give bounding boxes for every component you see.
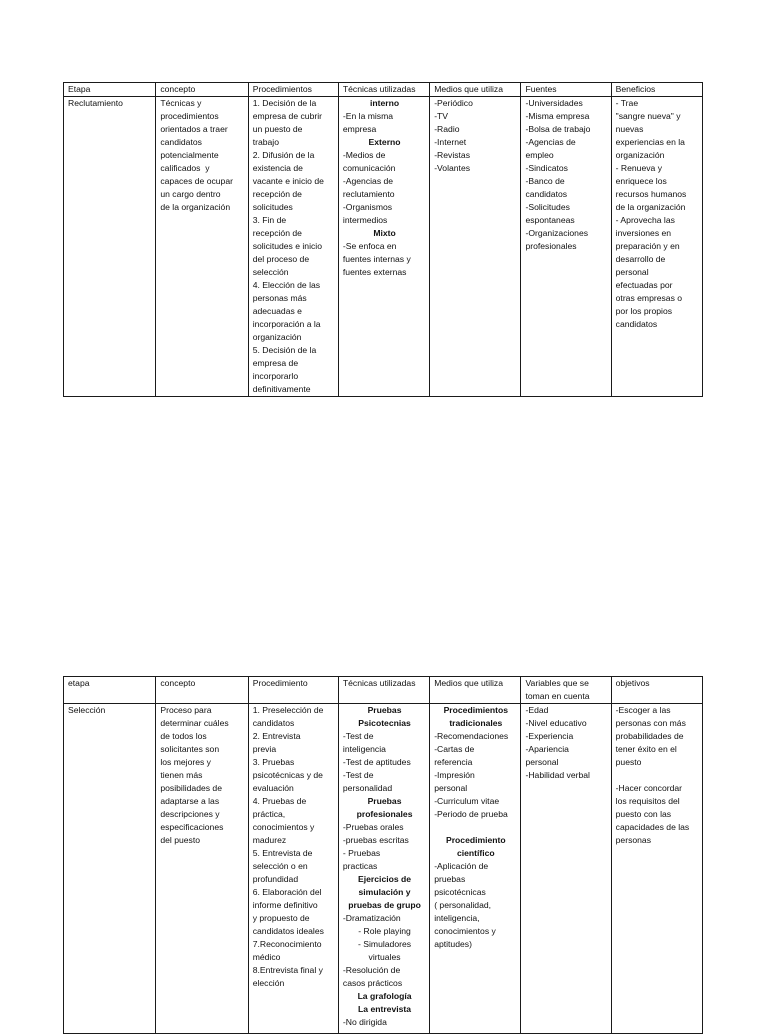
text-line: capacidades de las <box>615 822 690 832</box>
header-cell: objetivos <box>611 677 702 704</box>
text-line: -Test de aptitudes <box>342 757 411 767</box>
text-line: existencia de <box>252 163 303 173</box>
text-block <box>343 821 426 873</box>
text-line: pruebas <box>434 874 466 884</box>
text-line: tienen más <box>160 770 203 780</box>
text-line: de la organización <box>160 202 231 212</box>
text-line: solicitudes <box>252 202 293 212</box>
header-cell: Medios que utiliza <box>430 83 521 97</box>
text-line: ( personalidad, <box>434 900 492 910</box>
text-line: y propuesto de <box>252 913 310 923</box>
text-line: -Medios de <box>342 150 386 160</box>
text-line: especificaciones <box>160 822 224 832</box>
text-line: -Hacer concordar <box>615 783 683 793</box>
text-line: reclutamiento <box>342 189 395 199</box>
text-line: -Dramatización <box>342 913 401 923</box>
text-line: médico <box>252 952 281 962</box>
text-line: los requisitos del <box>615 796 680 806</box>
text-line: -Bolsa de trabajo <box>525 124 591 134</box>
text-line: recursos humanos <box>615 189 687 199</box>
text-line: 2. Entrevista <box>252 731 301 741</box>
text-line: 3. Pruebas <box>252 757 295 767</box>
text-line: empresa de cubrir <box>252 111 322 121</box>
text-line: desarrollo de <box>615 254 666 264</box>
text-line: empresa <box>342 124 377 134</box>
text-line: los mejores y <box>160 757 211 767</box>
text-line: práctica, <box>252 809 286 819</box>
text-line: comunicación <box>342 163 396 173</box>
text-line: -Escoger a las <box>615 705 671 715</box>
text-line: -Resolución de <box>342 965 401 975</box>
text-line: capaces de ocupar <box>160 176 233 186</box>
text-line: de la organización <box>615 202 686 212</box>
text-line: puesto con las <box>615 809 672 819</box>
text-line: -Habilidad verbal <box>525 770 590 780</box>
text-line: candidatos <box>160 137 202 147</box>
media-cell <box>430 97 521 397</box>
objectives-cell <box>611 704 702 1034</box>
text-line: profesionales <box>525 241 577 251</box>
text-line: -Test de <box>342 770 374 780</box>
text-line: personas <box>615 835 652 845</box>
text-line: -Organizaciones <box>525 228 589 238</box>
section-title: Externo <box>368 137 401 147</box>
text-line: candidatos <box>615 319 658 329</box>
text-line: -Volantes <box>434 163 471 173</box>
header-cell: Beneficios <box>611 83 702 97</box>
text-line: -Agencias de <box>342 176 394 186</box>
text-line: organización <box>252 332 302 342</box>
text-line: "sangre nueva" y <box>615 111 681 121</box>
text-line: nuevas <box>615 124 644 134</box>
table-row <box>64 704 703 1034</box>
text-line: solicitudes e inicio <box>252 241 322 251</box>
text-block <box>343 912 426 925</box>
text-line: -En la misma <box>342 111 394 121</box>
text-line: calificados y <box>160 163 210 173</box>
text-line: - Simuladores virtuales <box>358 939 412 962</box>
text-line: informe definitivo <box>252 900 318 910</box>
text-line: conocimientos y <box>434 926 496 936</box>
header-cell: concepto <box>156 83 248 97</box>
header-cell: Procedimiento <box>248 677 338 704</box>
text-line: -Cartas de <box>434 744 475 754</box>
text-line: empresa de <box>252 358 299 368</box>
spacer <box>616 769 699 782</box>
techniques-cell <box>338 97 429 397</box>
text-line: -Recomendaciones <box>434 731 509 741</box>
text-line: del puesto <box>160 835 201 845</box>
table-header-row <box>64 83 703 97</box>
text-line: -Misma empresa <box>525 111 590 121</box>
text-line: vacante e inicio de <box>252 176 324 186</box>
table-row <box>64 97 703 397</box>
text-block <box>343 240 426 279</box>
variables-cell <box>521 704 611 1034</box>
text-line: -Apariencia <box>525 744 569 754</box>
text-line: preparación y en <box>615 241 680 251</box>
text-line: personal <box>434 783 468 793</box>
text-line: 5. Decisión de la <box>252 345 317 355</box>
text-line: -Pruebas orales <box>342 822 404 832</box>
text-line: previa <box>252 744 277 754</box>
text-line: elección <box>252 978 285 988</box>
text-line: - Pruebas <box>342 848 381 858</box>
text-block <box>343 149 426 227</box>
text-line: psicotécnicas <box>434 887 486 897</box>
section-title: Pruebas Psicotecnias <box>358 705 411 728</box>
text-line: - Renueva y <box>615 163 662 173</box>
text-line: 1. Decisión de la <box>252 98 317 108</box>
text-line: -Universidades <box>525 98 583 108</box>
text-line: -Se enfoca en <box>342 241 397 251</box>
text-line: del proceso de <box>252 254 310 264</box>
text-line: candidatos ideales <box>252 926 324 936</box>
header-cell: etapa <box>64 677 156 704</box>
text-line: casos prácticos <box>342 978 403 988</box>
header-cell: Técnicas utilizadas <box>338 83 429 97</box>
section-title: Ejercicios de simulación y pruebas de grupo <box>348 874 421 910</box>
selection-table <box>63 676 703 1034</box>
text-line: personal <box>615 267 649 277</box>
text-line: empleo <box>525 150 554 160</box>
text-line: espontaneas <box>525 215 575 225</box>
text-line: evaluación <box>252 783 294 793</box>
text-line: selección <box>252 267 289 277</box>
text-line: adaptarse a las <box>160 796 220 806</box>
text-line: descripciones y <box>160 809 220 819</box>
text-line: inversiones en <box>615 228 672 238</box>
text-line: - Aprovecha las <box>615 215 675 225</box>
text-line: personas más <box>252 293 307 303</box>
stage-cell: Selección <box>64 704 156 1034</box>
concept-cell <box>156 704 248 1034</box>
text-line: por los propios <box>615 306 673 316</box>
text-line: puesto <box>615 757 642 767</box>
text-line: madurez <box>252 835 287 845</box>
procedures-cell <box>248 704 338 1034</box>
text-line: definitivamente <box>252 384 311 394</box>
stage-cell: Reclutamiento <box>64 97 156 397</box>
text-line: - Role playing <box>358 926 411 936</box>
text-line: -Periodo de prueba <box>434 809 508 819</box>
text-line: otras empresas o <box>615 293 683 303</box>
text-block <box>434 860 517 951</box>
text-line: -Impresión <box>434 770 475 780</box>
header-cell: Procedimientos <box>248 83 338 97</box>
text-line: personal <box>525 757 559 767</box>
sources-cell <box>521 97 611 397</box>
benefits-cell <box>611 97 702 397</box>
section-title: Pruebas profesionales <box>356 796 413 819</box>
text-line: orientados a traer <box>160 124 228 134</box>
text-line: aptitudes) <box>434 939 472 949</box>
text-line: -Sindicatos <box>525 163 568 173</box>
text-line: potencialmente <box>160 150 219 160</box>
text-line: tener éxito en el <box>615 744 677 754</box>
text-line: -Experiencia <box>525 731 574 741</box>
text-line: 1. Preselección de <box>252 705 324 715</box>
section-title: Procedimiento científico <box>445 835 506 858</box>
text-line: recepción de <box>252 228 302 238</box>
text-line: -pruebas escritas <box>342 835 409 845</box>
text-line: intermedios <box>342 215 388 225</box>
text-block <box>616 704 699 769</box>
text-line: -TV <box>434 111 449 121</box>
text-block <box>434 730 517 821</box>
text-line: -Edad <box>525 705 549 715</box>
text-line: referencia <box>434 757 473 767</box>
text-line: -Test de <box>342 731 374 741</box>
text-line: 5. Entrevista de <box>252 848 313 858</box>
text-block <box>343 925 426 964</box>
text-line: 3. Fin de <box>252 215 287 225</box>
text-line: inteligencia, <box>434 913 480 923</box>
section-title: La entrevista <box>358 1004 412 1014</box>
text-line: efectuadas por <box>615 280 673 290</box>
text-line: inteligencia <box>342 744 386 754</box>
text-line: personas con más <box>615 718 686 728</box>
text-line: -Revistas <box>434 150 471 160</box>
text-block <box>616 782 699 847</box>
text-line: 8.Entrevista final y <box>252 965 323 975</box>
text-line: practicas <box>342 861 378 871</box>
text-line: 4. Elección de las <box>252 280 321 290</box>
text-line: -Nivel educativo <box>525 718 587 728</box>
header-cell: Variables que se toman en cuenta <box>521 677 611 704</box>
text-block <box>343 1016 426 1029</box>
text-line: 4. Pruebas de <box>252 796 307 806</box>
text-line: -Internet <box>434 137 467 147</box>
section-title: Mixto <box>373 228 396 238</box>
text-line: un puesto de <box>252 124 303 134</box>
header-cell: Etapa <box>64 83 156 97</box>
text-line: un cargo dentro <box>160 189 221 199</box>
text-line: 7.Reconocimiento <box>252 939 322 949</box>
text-line: -Periódico <box>434 98 473 108</box>
text-line: 2. Difusión de la <box>252 150 315 160</box>
text-line: -Aplicación de <box>434 861 489 871</box>
concept-cell <box>156 97 248 397</box>
spacer <box>434 821 517 834</box>
text-block <box>343 964 426 990</box>
text-line: selección o en <box>252 861 308 871</box>
media-cell <box>430 704 521 1034</box>
text-line: determinar cuáles <box>160 718 229 728</box>
text-line: 6. Elaboración del <box>252 887 322 897</box>
text-line: candidatos <box>252 718 295 728</box>
text-line: conocimientos y <box>252 822 315 832</box>
text-line: - Trae <box>615 98 639 108</box>
text-line: personalidad <box>342 783 393 793</box>
recruitment-table <box>63 82 703 397</box>
techniques-cell <box>338 704 429 1034</box>
text-line: recepción de <box>252 189 302 199</box>
text-line: -Organismos <box>342 202 393 212</box>
text-line: -Banco de <box>525 176 565 186</box>
text-line: fuentes internas y <box>342 254 411 264</box>
text-line: procedimientos <box>160 111 219 121</box>
text-line: psicotécnicas y de <box>252 770 323 780</box>
text-block <box>343 110 426 136</box>
text-line: Técnicas y <box>160 98 202 108</box>
text-line: -Solicitudes <box>525 202 570 212</box>
text-line: -Radio <box>434 124 460 134</box>
text-line: organización <box>615 150 665 160</box>
text-line: -No dirigida <box>342 1017 387 1027</box>
section-title: interno <box>369 98 400 108</box>
text-line: fuentes externas <box>342 267 407 277</box>
text-line: Proceso para <box>160 705 212 715</box>
text-line: posibilidades de <box>160 783 222 793</box>
section-title: La grafología <box>357 991 412 1001</box>
header-cell: Técnicas utilizadas <box>338 677 429 704</box>
procedures-cell <box>248 97 338 397</box>
text-line: profundidad <box>252 874 299 884</box>
text-line: -Agencias de <box>525 137 576 147</box>
section-title: Procedimientos tradicionales <box>443 705 509 728</box>
text-line: adecuadas e <box>252 306 302 316</box>
text-block <box>343 730 426 795</box>
text-line: -Curriculum vitae <box>434 796 500 806</box>
text-line: experiencias en la <box>615 137 685 147</box>
text-line: de todos los <box>160 731 207 741</box>
text-line: solicitantes son <box>160 744 220 754</box>
text-line: candidatos <box>525 189 568 199</box>
text-line: trabajo <box>252 137 279 147</box>
text-line: enriquece los <box>615 176 667 186</box>
text-line: incorporarlo <box>252 371 299 381</box>
text-line: probabilidades de <box>615 731 684 741</box>
header-cell: Medios que utiliza <box>430 677 521 704</box>
header-cell: concepto <box>156 677 248 704</box>
table-header-row <box>64 677 703 704</box>
text-line: incorporación a la <box>252 319 321 329</box>
header-cell: Fuentes <box>521 83 611 97</box>
